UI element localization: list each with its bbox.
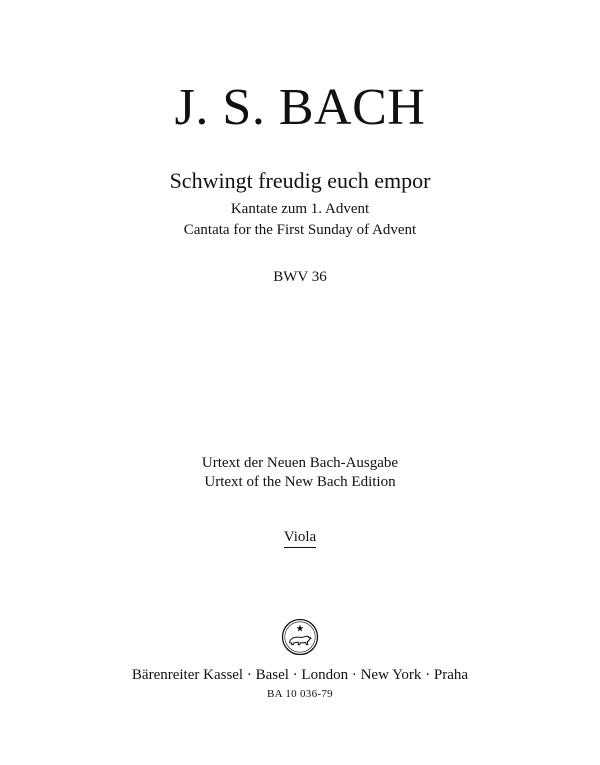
composer-name: J. S. BACH bbox=[174, 79, 426, 136]
baerenreiter-bear-logo-icon bbox=[281, 618, 319, 656]
subtitle-english: Cantata for the First Sunday of Advent bbox=[183, 222, 417, 238]
edition-note-english: Urtext of the New Bach Edition bbox=[204, 474, 396, 490]
edition-note-german: Urtext der Neuen Bach-Ausgabe bbox=[201, 455, 399, 471]
subtitle-german: Kantate zum 1. Advent bbox=[230, 201, 370, 217]
catalog-number: BWV 36 bbox=[273, 269, 327, 285]
order-number: BA 10 036-79 bbox=[267, 688, 333, 700]
work-title: Schwingt freudig euch empor bbox=[169, 168, 431, 193]
part-name: Viola bbox=[284, 530, 316, 548]
part-label bbox=[0, 530, 600, 548]
publisher-cities: Bärenreiter Kassel · Basel · London · New York · Praha bbox=[131, 667, 469, 683]
